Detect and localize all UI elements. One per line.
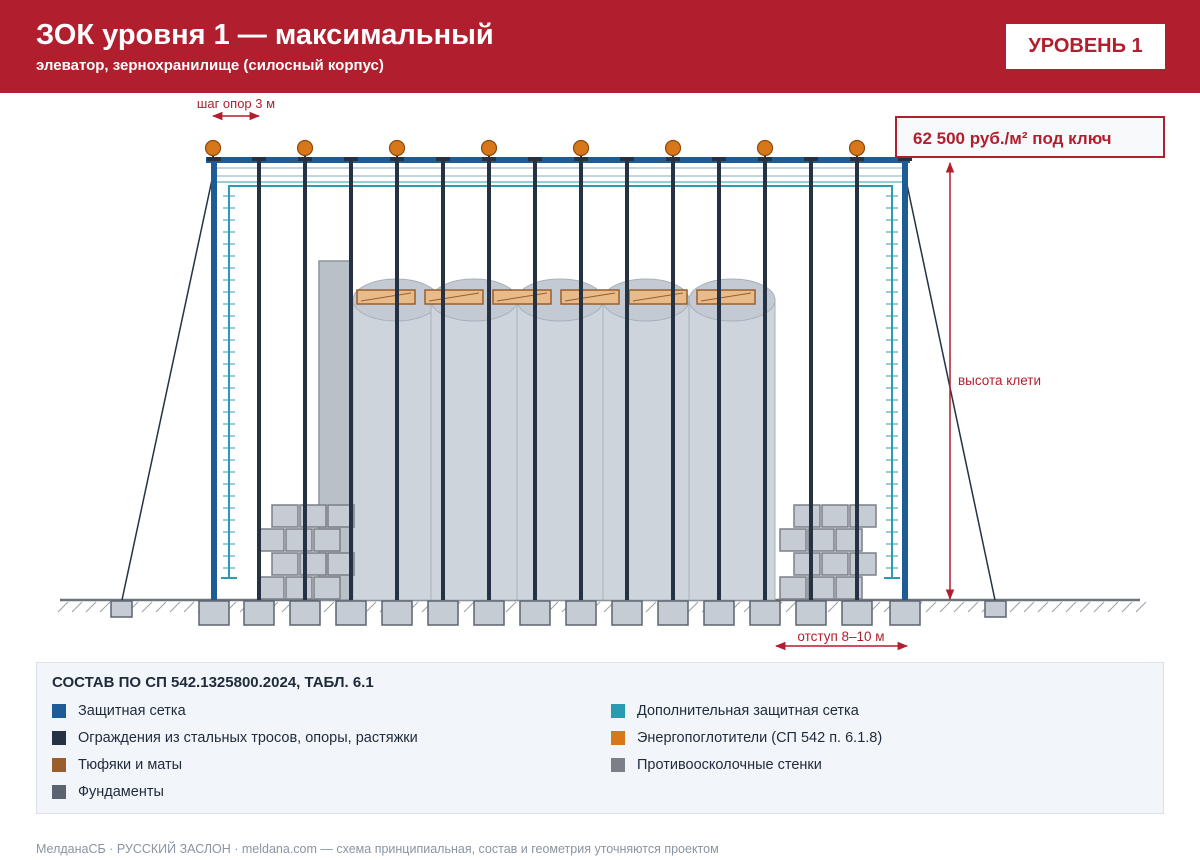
silo-body — [517, 300, 603, 600]
ground-hatch-line — [954, 602, 964, 612]
splinter-wall-block — [794, 553, 820, 575]
legend-item-mattress — [52, 757, 182, 773]
ground-hatch-line — [1136, 602, 1146, 612]
foundation-block — [704, 601, 734, 625]
page-subtitle: элеватор, зернохранилище (силосный корпус) — [36, 57, 384, 74]
splinter-wall-block — [850, 505, 876, 527]
ground-hatch-line — [968, 602, 978, 612]
ground-hatch-line — [1122, 602, 1132, 612]
legend-title: СОСТАВ ПО СП 542.1325800.2024, ТАБЛ. 6.1 — [52, 674, 374, 691]
ground-hatch-line — [142, 602, 152, 612]
splinter-wall-block — [780, 529, 806, 551]
legend-swatch — [52, 785, 66, 799]
cage-diagram — [0, 93, 1200, 653]
post-cap — [620, 157, 634, 161]
legend-item-foundation — [52, 784, 164, 800]
energy-absorber — [390, 141, 405, 156]
top-net-lines — [214, 168, 906, 182]
offset-label: отступ 8–10 м — [797, 629, 885, 644]
energy-absorber — [666, 141, 681, 156]
ground-hatch-line — [184, 602, 194, 612]
ground-hatch-line — [1038, 602, 1048, 612]
silo-group — [353, 279, 775, 600]
ground-hatch-line — [1094, 602, 1104, 612]
footer-note: МелданаСБ · РУССКИЙ ЗАСЛОН · meldana.com — схема принципиальная, состав и геометрия уточняются проектом — [36, 842, 719, 856]
legend-swatch — [611, 704, 625, 718]
splinter-wall-block — [780, 577, 806, 599]
ground-hatch-line — [1052, 602, 1062, 612]
post-cap — [252, 157, 266, 161]
splinter-wall-block — [314, 529, 340, 551]
ground-hatch-line — [940, 602, 950, 612]
legend-label: Энергопоглотители (СП 542 п. 6.1.8) — [637, 730, 883, 746]
legend-label: Противоосколочные стенки — [637, 757, 822, 773]
price-label: 62 500 руб./м² под ключ — [913, 129, 1112, 148]
legend-swatch — [611, 758, 625, 772]
ground-hatch-line — [156, 602, 166, 612]
ground-hatch-line — [58, 602, 68, 612]
ground-hatch-line — [72, 602, 82, 612]
legend-item-splinter-wall — [611, 757, 822, 773]
foundation-block — [750, 601, 780, 625]
ground-hatch-line — [828, 602, 838, 612]
ground-hatch-line — [170, 602, 180, 612]
ground-hatch-line — [1066, 602, 1076, 612]
guy-rope-left — [122, 175, 213, 600]
splinter-wall-block — [286, 529, 312, 551]
ground-hatch-line — [506, 602, 516, 612]
splinter-wall-block — [822, 553, 848, 575]
post-cap — [712, 157, 726, 161]
energy-absorber — [850, 141, 865, 156]
ground-hatch-line — [324, 602, 334, 612]
foundation-block — [890, 601, 920, 625]
foundation-block — [336, 601, 366, 625]
ground-hatch-line — [366, 602, 376, 612]
ground-hatch-line — [926, 602, 936, 612]
ground-hatch-line — [786, 602, 796, 612]
legend-item-extra-net — [611, 703, 859, 719]
header-bar — [0, 0, 1200, 93]
silo-body — [689, 300, 775, 600]
legend-item-energy-absorber — [611, 730, 882, 746]
energy-absorber — [758, 141, 773, 156]
foundation-block — [566, 601, 596, 625]
legend-item-protective-net — [52, 703, 186, 719]
splinter-wall-block — [314, 577, 340, 599]
foundation-group — [111, 601, 1006, 625]
post-cap — [804, 157, 818, 161]
foundation-block — [520, 601, 550, 625]
splinter-wall-block — [258, 577, 284, 599]
foundation-block — [612, 601, 642, 625]
legend-label: Тюфяки и маты — [78, 757, 183, 773]
ground-hatch-line — [464, 602, 474, 612]
foundation-block — [842, 601, 872, 625]
ground-hatch-line — [86, 602, 96, 612]
legend-label: Фундаменты — [78, 784, 164, 800]
legend-label: Ограждения из стальных тросов, опоры, растяжки — [78, 730, 418, 746]
energy-absorber-group — [206, 141, 865, 159]
legend-panel — [36, 662, 1164, 814]
legend-label: Дополнительная защитная сетка — [637, 703, 859, 719]
splinter-wall-block — [272, 505, 298, 527]
energy-absorber — [574, 141, 589, 156]
splinter-wall-block — [822, 505, 848, 527]
legend-swatch — [52, 731, 66, 745]
foundation-block — [382, 601, 412, 625]
page-title: ЗОК уровня 1 — максимальный — [36, 19, 494, 51]
post-cap — [528, 157, 542, 161]
anchor-foundation — [111, 601, 132, 617]
ground-hatch-line — [688, 602, 698, 612]
foundation-block — [290, 601, 320, 625]
splinter-wall-block — [794, 505, 820, 527]
foundation-block — [428, 601, 458, 625]
foundation-block — [244, 601, 274, 625]
ground-hatch-line — [1080, 602, 1090, 612]
post-cap — [436, 157, 450, 161]
level-badge: УРОВЕНЬ 1 — [1006, 24, 1165, 69]
splinter-wall-block — [286, 577, 312, 599]
energy-absorber — [482, 141, 497, 156]
silo-body — [603, 300, 689, 600]
foundation-block — [474, 601, 504, 625]
legend-label: Защитная сетка — [78, 703, 186, 719]
ground-hatch-line — [100, 602, 110, 612]
legend-swatch — [611, 731, 625, 745]
splinter-wall-block — [850, 553, 876, 575]
post-cap — [344, 157, 358, 161]
ground-hatch-line — [1108, 602, 1118, 612]
energy-absorber — [298, 141, 313, 156]
anchor-foundation — [985, 601, 1006, 617]
foundation-block — [658, 601, 688, 625]
foundation-block — [796, 601, 826, 625]
ground-hatch-line — [1024, 602, 1034, 612]
support-spacing-label: шаг опор 3 м — [196, 96, 276, 111]
splinter-wall-block — [258, 529, 284, 551]
ground-hatch-line — [646, 602, 656, 612]
legend-swatch — [52, 704, 66, 718]
legend-item-steel-rope — [52, 730, 418, 746]
cage-height-label: высота клети — [958, 373, 1041, 388]
energy-absorber — [206, 141, 221, 156]
foundation-block — [199, 601, 229, 625]
splinter-wall-block — [272, 553, 298, 575]
legend-swatch — [52, 758, 66, 772]
ground-hatch-line — [1010, 602, 1020, 612]
